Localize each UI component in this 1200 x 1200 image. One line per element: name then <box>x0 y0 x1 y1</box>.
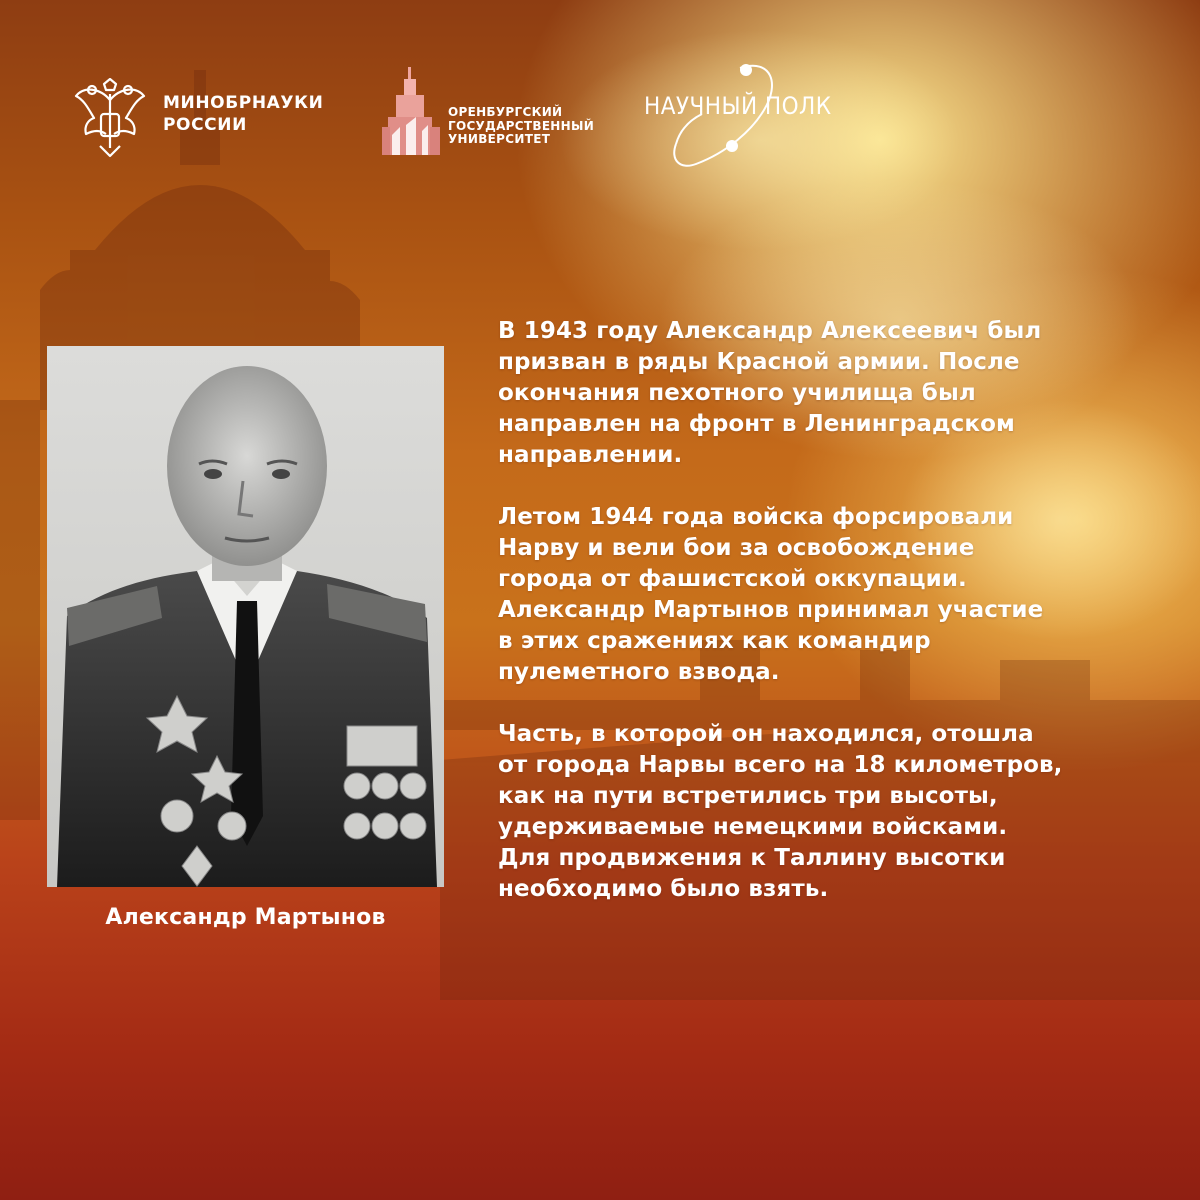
story-line: от города Нарвы всего на 18 километров, <box>498 752 1063 778</box>
story-line: направлении. <box>498 442 683 468</box>
university-logo-line: ОРЕНБУРГСКИЙ <box>448 105 563 119</box>
story-line: пулеметного взвода. <box>498 659 780 685</box>
story-line: Летом 1944 года войска форсировали <box>498 504 1014 530</box>
story-line: города от фашистской оккупации. <box>498 566 967 592</box>
double-headed-eagle-emblem-icon <box>70 78 150 160</box>
story-paragraph <box>498 502 1178 688</box>
story-line: Нарву и вели бои за освобождение <box>498 535 975 561</box>
portrait-figure <box>47 346 444 887</box>
university-logo-line: УНИВЕРСИТЕТ <box>448 132 551 146</box>
story-line: направлен на фронт в Ленинградском <box>498 411 1015 437</box>
ministry-logo-line: МИНОБРНАУКИ <box>163 93 324 113</box>
story-line: как на пути встретились три высоты, <box>498 783 998 809</box>
university-logo-line: ГОСУДАРСТВЕННЫЙ <box>448 118 595 133</box>
story-text <box>498 316 1178 936</box>
story-line: Часть, в которой он находился, отошла <box>498 721 1034 747</box>
story-line: призван в ряды Красной армии. После <box>498 349 1020 375</box>
story-line: окончания пехотного училища был <box>498 380 976 406</box>
university-tower-logo-icon <box>382 65 442 157</box>
story-line: в этих сражениях как командир <box>498 628 931 654</box>
ministry-logo-line: РОССИИ <box>163 115 247 135</box>
story-line: Александр Мартынов принимал участие <box>498 597 1044 623</box>
project-logo-text: НАУЧНЫЙ ПОЛК <box>644 92 832 120</box>
ministry-logo-text <box>163 92 323 136</box>
university-logo-text <box>448 106 594 147</box>
story-line: удерживаемые немецкими войсками. <box>498 814 1008 840</box>
portrait-photo <box>47 346 444 887</box>
portrait-caption: Александр Мартынов <box>105 905 386 930</box>
story-paragraph <box>498 719 1178 905</box>
story-line: необходимо было взять. <box>498 876 829 902</box>
story-line: В 1943 году Александр Алексеевич был <box>498 318 1042 344</box>
story-line: Для продвижения к Таллину высотки <box>498 845 1006 871</box>
story-paragraph <box>498 316 1178 471</box>
